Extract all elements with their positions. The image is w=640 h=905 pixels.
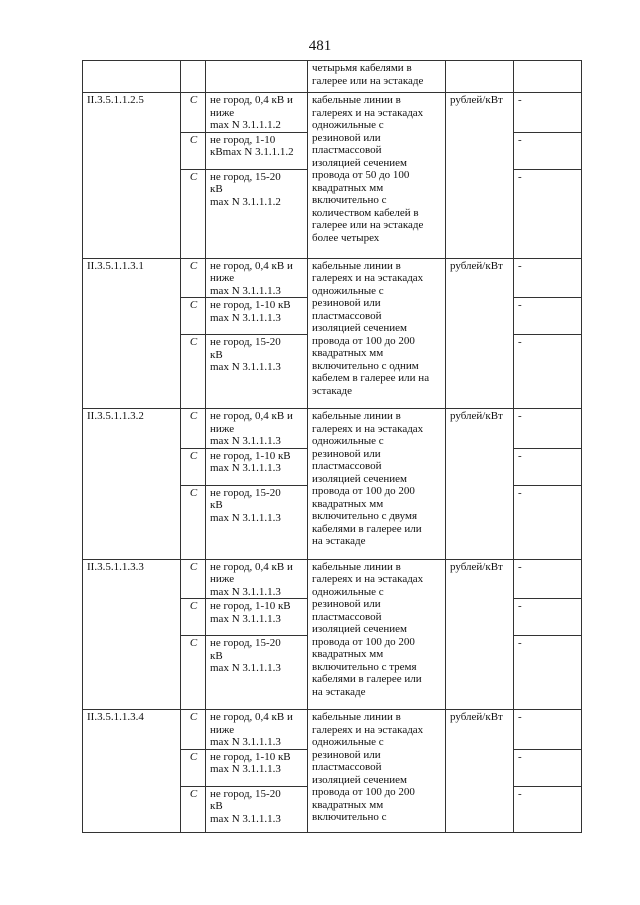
value-text: - [518,170,522,183]
condition-text: не город, 0,4 кВ и ниже max N 3.1.1.1.3 [210,259,293,297]
condition-cell [206,485,308,559]
category-cell [181,132,206,169]
category-cell [181,786,206,832]
value-cell [514,710,582,750]
code-cell [83,93,181,259]
table-row [83,559,582,599]
condition-text: не город, 0,4 кВ и ниже max N 3.1.1.1.3 [210,711,293,748]
category-cell [181,636,206,710]
condition-cell [206,636,308,710]
code-text: II.3.5.1.1.2.5 [87,94,144,106]
value-cell [514,559,582,599]
code-text: II.3.5.1.1.3.1 [87,259,144,272]
condition-cell [206,298,308,335]
condition-cell [206,559,308,599]
value-cell [514,636,582,710]
table-row [83,93,582,133]
value-text: - [518,299,522,311]
description-text: четырьмя кабелями в галерее или на эстакаде [312,62,424,87]
condition-text: не город, 0,4 кВ и ниже max N 3.1.1.1.2 [210,94,293,131]
page-number: 481 [308,38,332,54]
category-text: С [189,449,198,462]
value-cell [514,61,582,93]
condition-text: не город, 0,4 кВ и ниже max N 3.1.1.1.3 [210,410,293,447]
condition-cell [206,169,308,258]
category-text: С [189,336,198,348]
category-cell [181,258,206,298]
condition-text: не город, 15-20 кВ max N 3.1.1.1.3 [210,336,281,373]
condition-text: не город, 0,4 кВ и ниже max N 3.1.1.1.3 [210,560,293,598]
category-cell [181,298,206,335]
condition-text: не город, 1-10 кВ max N 3.1.1.1.3 [210,449,291,474]
category-cell [181,710,206,750]
unit-cell [446,710,514,833]
category-cell [181,61,206,93]
unit-text: рублей/кВт [450,259,503,272]
description-text: кабельные линии в галереях и на эстакадах одножильные с резиновой или пластмассовой изоляцией сечением провода от 50 до 100 квадратных мм включительно с количеством кабелей в галерее или на эстакаде более четырех [312,94,424,244]
category-cell [181,93,206,133]
category-text: С [189,787,198,800]
category-cell [181,559,206,599]
table-row [83,61,582,93]
category-cell [181,335,206,409]
value-text: - [518,637,522,649]
condition-cell [206,61,308,93]
category-text: С [189,711,198,723]
unit-text: рублей/кВт [450,711,503,723]
value-text: - [518,560,522,573]
value-text: - [518,449,522,462]
value-text: - [518,133,522,146]
condition-text: не город, 15-20 кВ max N 3.1.1.1.3 [210,486,281,524]
value-cell [514,485,582,559]
tariff-table [82,60,582,833]
code-cell [83,409,181,560]
description-cell [308,258,446,409]
condition-cell [206,786,308,832]
category-cell [181,409,206,449]
condition-cell [206,132,308,169]
condition-cell [206,93,308,133]
table-row [83,409,582,449]
category-text: С [189,259,198,272]
unit-cell [446,258,514,409]
condition-cell [206,749,308,786]
value-text: - [518,410,522,422]
condition-cell [206,409,308,449]
condition-cell [206,710,308,750]
unit-cell [446,559,514,710]
condition-cell [206,599,308,636]
code-cell [83,258,181,409]
value-text: - [518,336,522,348]
value-text: - [518,600,522,612]
code-text: II.3.5.1.1.3.2 [87,410,144,422]
table-row [83,258,582,298]
value-cell [514,599,582,636]
category-cell [181,749,206,786]
description-cell [308,61,446,93]
condition-text: не город, 1-10 кВmax N 3.1.1.1.2 [210,133,294,158]
condition-cell [206,335,308,409]
condition-text: не город, 1-10 кВ max N 3.1.1.1.3 [210,750,291,775]
condition-text: не город, 1-10 кВ max N 3.1.1.1.3 [210,600,291,625]
value-cell [514,169,582,258]
condition-cell [206,258,308,298]
value-text: - [518,787,522,800]
code-cell [83,559,181,710]
value-cell [514,749,582,786]
value-text: - [518,259,522,272]
description-text: кабельные линии в галереях и на эстакадах одножильные с резиновой или пластмассовой изоляцией сечением провода от 100 до 200 квадратных мм включительно с [312,711,424,823]
description-cell [308,93,446,259]
category-cell [181,448,206,485]
value-text: - [518,750,522,763]
value-cell [514,786,582,832]
category-text: С [189,133,198,146]
value-cell [514,335,582,409]
category-cell [181,169,206,258]
table-row [83,710,582,750]
category-text: С [189,486,198,499]
unit-text: рублей/кВт [450,94,503,106]
condition-cell [206,448,308,485]
condition-text: не город, 15-20 кВ max N 3.1.1.1.3 [210,637,281,674]
unit-cell [446,61,514,93]
category-text: С [189,170,198,183]
condition-text: не город, 15-20 кВ max N 3.1.1.1.3 [210,787,281,825]
description-text: кабельные линии в галереях и на эстакадах одножильные с резиновой или пластмассовой изоляцией сечением провода от 100 до 200 квадратных мм включительно с одним кабелем в галерее или на эстакаде [312,259,430,397]
code-text: II.3.5.1.1.3.4 [87,711,144,723]
description-text: кабельные линии в галереях и на эстакадах одножильные с резиновой или пластмассовой изоляцией сечением провода от 100 до 200 квадратных мм включительно с тремя кабелями в галерее или на эстакаде [312,560,424,698]
value-cell [514,409,582,449]
category-text: С [189,560,198,573]
unit-text: рублей/кВт [450,410,503,422]
description-cell [308,559,446,710]
value-cell [514,132,582,169]
table-body [83,61,582,833]
category-text: С [189,750,198,763]
unit-cell [446,409,514,560]
value-cell [514,93,582,133]
category-text: С [189,299,198,311]
unit-cell [446,93,514,259]
condition-text: не город, 1-10 кВ max N 3.1.1.1.3 [210,299,291,324]
code-cell [83,61,181,93]
value-text: - [518,94,522,106]
description-text: кабельные линии в галереях и на эстакадах одножильные с резиновой или пластмассовой изоляцией сечением провода от 100 до 200 квадратных мм включительно с двумя кабелями в галерее или на эстакаде [312,410,424,547]
description-cell [308,710,446,833]
description-cell [308,409,446,560]
value-cell [514,448,582,485]
category-cell [181,599,206,636]
category-text: С [189,410,198,422]
value-cell [514,258,582,298]
code-text: II.3.5.1.1.3.3 [87,560,144,573]
value-text: - [518,711,522,723]
unit-text: рублей/кВт [450,560,503,573]
value-cell [514,298,582,335]
value-text: - [518,486,522,499]
condition-text: не город, 15-20 кВ max N 3.1.1.1.2 [210,170,281,208]
category-text: С [189,600,198,612]
category-text: С [189,94,198,106]
category-text: С [189,637,198,649]
category-cell [181,485,206,559]
code-cell [83,710,181,833]
